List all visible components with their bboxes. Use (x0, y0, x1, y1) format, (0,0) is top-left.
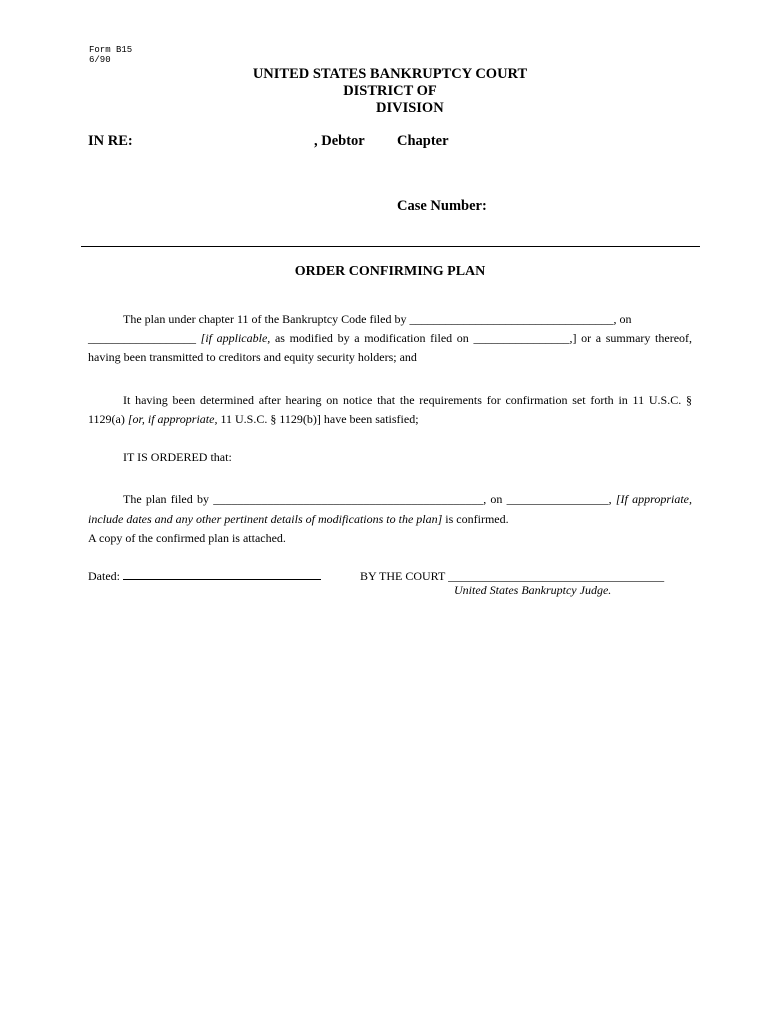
court-district: DISTRICT OF (343, 83, 437, 99)
court-signature-row (360, 569, 664, 584)
p3-line1-a: The plan filed by _____________________________________________, on _________________, (123, 492, 612, 506)
case-number-label: Case Number: (397, 198, 487, 214)
dated-label: Dated: (88, 569, 120, 583)
p1-line2-italic: [if applicable, (200, 331, 271, 345)
form-id: Form B15 (89, 45, 133, 55)
p3-line2-italic: include dates and any other pertinent details of modifications to the plan] (88, 512, 443, 526)
p3-line3: A copy of the confirmed plan is attached. (88, 531, 286, 545)
p3-line2 (88, 512, 509, 527)
judge-title (454, 583, 611, 598)
debtor-label: , Debtor (314, 133, 365, 149)
court-signature-blank: ____________________________________ (448, 569, 665, 583)
court-name: UNITED STATES BANKRUPTCY COURT (252, 66, 528, 82)
dated-signature-line (123, 569, 321, 580)
dated-row (88, 569, 321, 584)
chapter-label: Chapter (397, 133, 449, 149)
p1-line2-blank: __________________ (88, 331, 196, 345)
p2-line2-italic: [or, if appropriate, (127, 412, 218, 426)
p3-line1 (123, 492, 692, 507)
form-date: 6/90 (89, 55, 111, 65)
court-division: DIVISION (376, 100, 444, 116)
judge-title-text: United States Bankruptcy Judge. (454, 583, 612, 597)
p1-line1: The plan under chapter 11 of the Bankruptcy Code filed by __________________________________, on (123, 312, 632, 326)
it-is-ordered: IT IS ORDERED that: (123, 450, 232, 464)
p1-line2 (88, 331, 692, 346)
p2-line2-b: 11 U.S.C. § 1129(b)] have been satisfied; (220, 412, 419, 426)
in-re-label: IN RE: (88, 133, 133, 149)
order-title: ORDER CONFIRMING PLAN (294, 264, 486, 279)
p2-line1: It having been determined after hearing on notice that the requirements for confirmation set forth in 11 U.S.C. § (123, 393, 692, 407)
by-the-court-label: BY THE COURT (360, 569, 446, 583)
p1-line2-rest: as modified by a modification filed on ________________,] (274, 331, 577, 345)
p3-line1-italic: [If appropriate, (615, 492, 693, 506)
p1-line3: having been transmitted to creditors and equity security holders; and (88, 350, 417, 364)
p3-line2-b: is confirmed. (445, 512, 509, 526)
p2-line2-a: 1129(a) (88, 412, 125, 426)
p2-line2 (88, 412, 419, 427)
caption-divider (81, 246, 700, 247)
p1-line2-tail: or a summary thereof, (581, 331, 693, 345)
